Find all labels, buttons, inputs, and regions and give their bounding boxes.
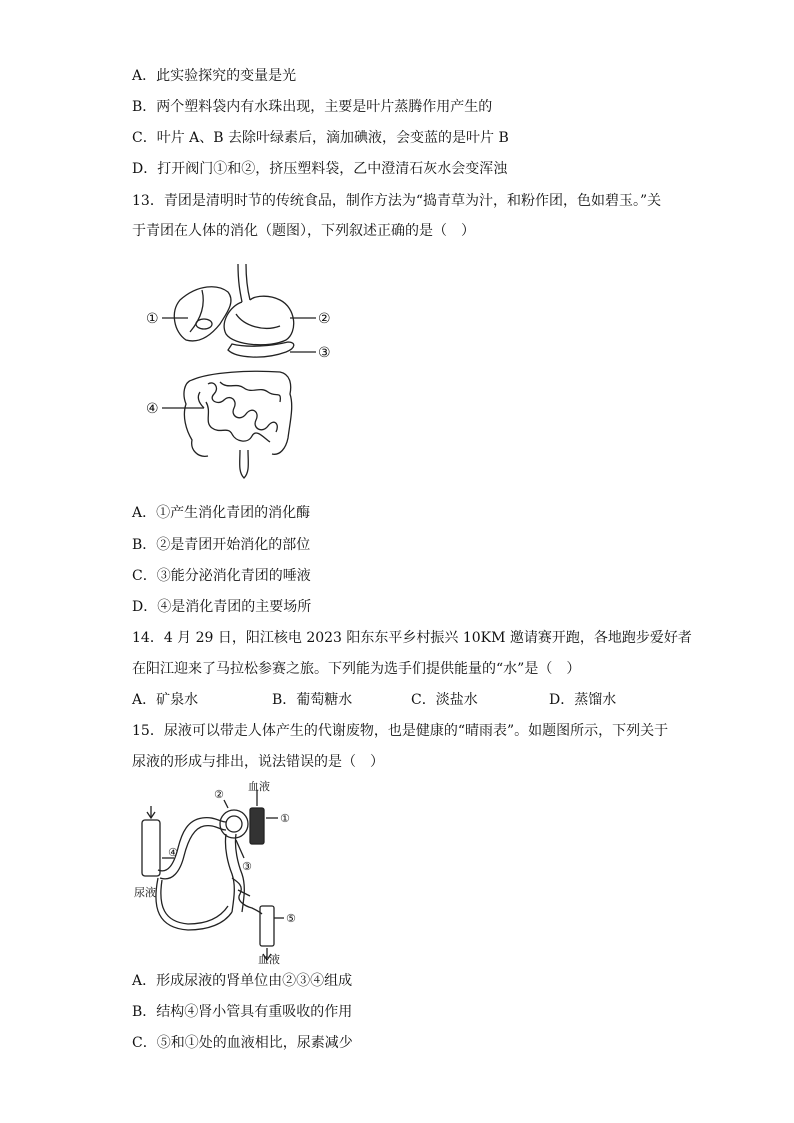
q14-option-b: B．葡萄糖水 bbox=[272, 692, 353, 708]
q13-option-c: C．③能分泌消化青团的唾液 bbox=[132, 568, 311, 584]
q14-option-d: D．蒸馏水 bbox=[549, 692, 617, 708]
digestive-label-2: ② bbox=[318, 311, 331, 327]
q13-option-a: A．①产生消化青团的消化酶 bbox=[132, 505, 311, 521]
nephron-label-5: ⑤ bbox=[286, 912, 296, 925]
q13-stem-line2: 于青团在人体的消化（题图），下列叙述正确的是（ ） bbox=[132, 223, 475, 239]
q12-option-a: A．此实验探究的变量是光 bbox=[132, 68, 297, 84]
digestive-label-1: ① bbox=[146, 311, 159, 327]
q15-option-a: A．形成尿液的肾单位由②③④组成 bbox=[132, 973, 353, 989]
q15-option-c: C．⑤和①处的血液相比，尿素减少 bbox=[132, 1035, 353, 1051]
digestive-system-figure bbox=[140, 262, 340, 487]
q12-option-c: C．叶片 A、B 去除叶绿素后，滴加碘液，会变蓝的是叶片 B bbox=[132, 130, 509, 146]
nephron-label-urine: 尿液 bbox=[134, 886, 156, 899]
q14-option-c: C．淡盐水 bbox=[411, 692, 478, 708]
nephron-label-1: ① bbox=[280, 812, 290, 825]
q13-stem-line1: 13．青团是清明时节的传统食品，制作方法为“捣青草为汁，和粉作团，色如碧玉。”关 bbox=[132, 193, 662, 209]
q12-option-d: D．打开阀门①和②，挤压塑料袋，乙中澄清石灰水会变浑浊 bbox=[132, 161, 508, 177]
q15-option-b: B．结构④肾小管具有重吸收的作用 bbox=[132, 1004, 353, 1020]
q12-option-b: B．两个塑料袋内有水珠出现，主要是叶片蒸腾作用产生的 bbox=[132, 99, 493, 115]
q13-option-b: B．②是青团开始消化的部位 bbox=[132, 537, 311, 553]
digestive-label-3: ③ bbox=[318, 345, 331, 361]
q14-stem-line2: 在阳江迎来了马拉松参赛之旅。下列能为选手们提供能量的“水”是（ ） bbox=[132, 661, 581, 677]
q14-stem-line1: 14．4 月 29 日，阳江核电 2023 阳东东平乡村振兴 10KM 邀请赛开跑，各地跑步爱好者 bbox=[132, 630, 692, 646]
nephron-label-2: ② bbox=[214, 788, 224, 801]
digestive-label-4: ④ bbox=[146, 401, 159, 417]
nephron-label-blood-bottom: 血液 bbox=[258, 953, 280, 966]
q15-stem-line1: 15．尿液可以带走人体产生的代谢废物，也是健康的“晴雨表”。如题图所示，下列关于 bbox=[132, 723, 669, 739]
nephron-label-3: ③ bbox=[242, 860, 252, 873]
nephron-label-blood-top: 血液 bbox=[248, 780, 270, 793]
q14-option-a: A．矿泉水 bbox=[132, 692, 199, 708]
q15-stem-line2: 尿液的形成与排出，说法错误的是（ ） bbox=[132, 754, 384, 770]
nephron-figure bbox=[128, 778, 338, 966]
q13-option-d: D．④是消化青团的主要场所 bbox=[132, 599, 312, 615]
nephron-label-4: ④ bbox=[168, 846, 178, 859]
